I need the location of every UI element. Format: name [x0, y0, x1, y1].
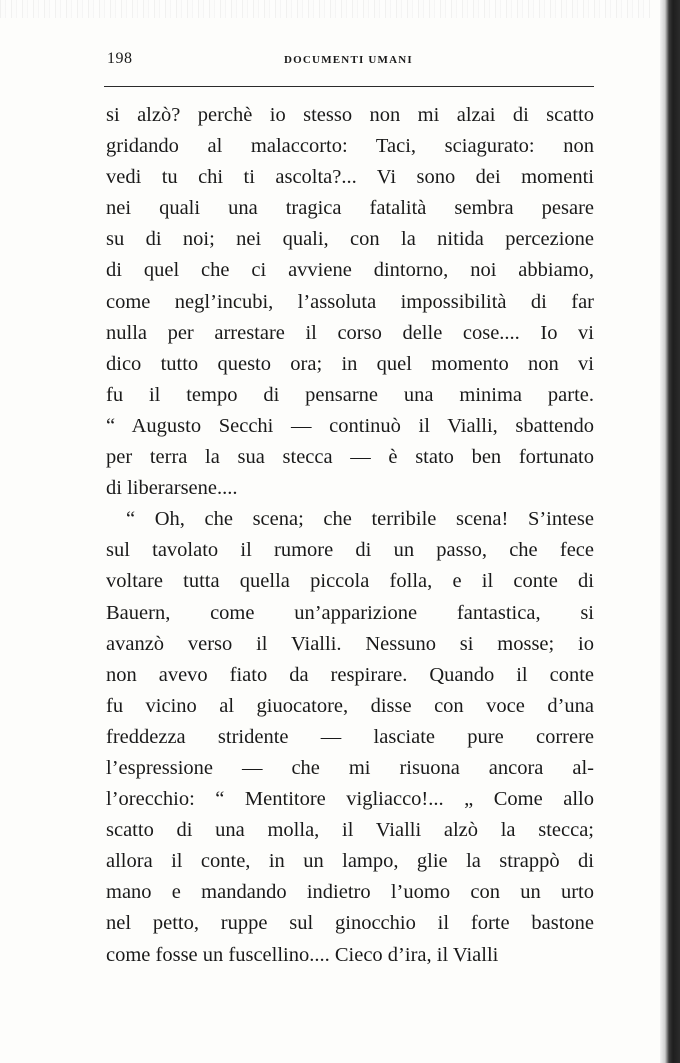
running-title: DOCUMENTI UMANI — [284, 54, 413, 66]
page-edge-texture — [0, 0, 650, 18]
text-line: Bauern, come un’apparizione fantastica, si — [106, 601, 594, 624]
text-line: l’espressione — che mi risuona ancora al- — [106, 756, 594, 779]
text-line: per terra la sua stecca — è stato ben fortunato — [106, 446, 594, 469]
text-line: “ Augusto Secchi — continuò il Vialli, sbattendo — [106, 414, 594, 437]
book-binding-edge — [660, 0, 680, 1063]
text-line: si alzò? perchè io stesso non mi alzai di scatto — [106, 104, 594, 126]
body-text — [106, 100, 594, 971]
text-line: nei quali una tragica fatalità sembra pesare — [106, 197, 594, 220]
text-line: voltare tutta quella piccola folla, e il conte di — [106, 570, 594, 593]
text-line: avanzò verso il Vialli. Nessuno si mosse; io — [106, 632, 594, 655]
text-line: vedi tu chi ti ascolta?... Vi sono dei momenti — [106, 166, 594, 189]
text-line: l’orecchio: “ Mentitore vigliacco!... „ Come allo — [106, 788, 594, 811]
text-line: mano e mandando indietro l’uomo con un urto — [106, 881, 594, 904]
text-line: fu vicino al giuocatore, disse con voce d’una — [106, 694, 594, 717]
text-line: come fosse un fuscellino.... Cieco d’ira, il Vialli — [106, 943, 499, 966]
text-line: non avevo fiato da respirare. Quando il conte — [106, 663, 594, 686]
text-line: su di noi; nei quali, con la nitida percezione — [106, 228, 594, 251]
page-number: 198 — [107, 50, 133, 67]
header-divider — [104, 86, 594, 87]
page-header — [107, 50, 592, 74]
text-line: nel petto, ruppe sul ginocchio il forte bastone — [106, 912, 594, 935]
text-line: di quel che ci avviene dintorno, noi abbiamo, — [106, 259, 594, 282]
text-line: allora il conte, in un lampo, glie la strappò di — [106, 850, 594, 873]
text-line: come negl’incubi, l’assoluta impossibilità di far — [106, 290, 594, 313]
text-line: dico tutto questo ora; in quel momento non vi — [106, 352, 594, 375]
text-line: gridando al malaccorto: Taci, sciagurato: non — [106, 135, 594, 158]
text-line: scatto di una molla, il Vialli alzò la stecca; — [106, 819, 594, 842]
text-line: sul tavolato il rumore di un passo, che fece — [106, 539, 594, 562]
text-line: di liberarsene.... — [106, 477, 238, 500]
text-line: “ Oh, che scena; che terribile scena! S’intese — [126, 508, 594, 531]
text-line: nulla per arrestare il corso delle cose.... Io vi — [106, 321, 594, 344]
text-line: fu il tempo di pensarne una minima parte. — [106, 383, 594, 406]
text-line: freddezza stridente — lasciate pure correre — [106, 725, 594, 748]
